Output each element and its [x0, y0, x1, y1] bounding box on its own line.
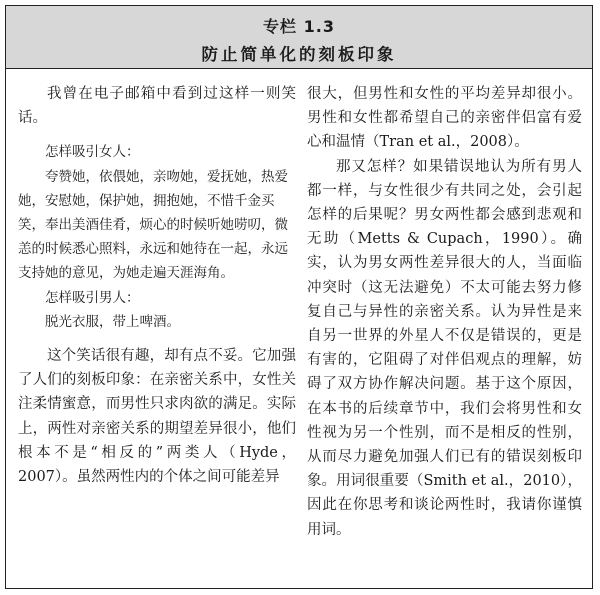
men-text: 脱光衣服，带上啤酒。 [45, 313, 180, 330]
intro-paragraph: 我曾在电子邮箱中看到过这样一则笑话。 [18, 86, 296, 127]
women-text: 夸赞她，依偎她，亲吻她，爱抚她，热爱她，安慰她，保护她，拥抱她，不惜千金买笑，奉出美酒佳肴，烦心的时候听她唠叨，微恙的时候悉心照料，永远和她待在一起，永远支持她的意见，为她走遍天涯海角。 [18, 168, 288, 282]
continued-paragraph: 很大，但男性和女性的平均差异却很小。男性和女性都希望自己的亲密伴侣富有爱心和温情（Tran et al.，2008）。 [307, 86, 582, 151]
body-paragraph: 这个笑话很有趣，却有点不妥。它加强了人们的刻板印象：在亲密关系中，女性关注柔情蜜意，而男性只求肉欲的满足。实际上，两性对亲密关系的期望差异很小，他们根本不是“相反的”两类人（Hyde，2007）。虽然两性内的个体之间可能差异 [18, 348, 296, 486]
right-column [307, 82, 582, 542]
box-label: 专栏 1.3 [263, 17, 335, 36]
box-header [6, 6, 592, 69]
men-heading: 怎样吸引男人： [45, 289, 140, 306]
left-column [18, 82, 296, 489]
box-title: 防止简单化的刻板印象 [201, 45, 397, 64]
women-heading: 怎样吸引女人： [45, 144, 140, 161]
body-paragraph-2: 那又怎样？如果错误地认为所有男人都一样，与女性很少有共同之处，会引起怎样的后果呢？男女两性都会感到悲观和无助（Metts & Cupach，1990）。确实，认为男女两性差异很大的人，当面临冲突时（这无法避免）不太可能去努力修复自己与异性的亲密关系。认为异性是来自另一世界的外星人不仅是错误的，更是有害的，它阻碍了对伴侣观点的理解，妨碍了双方协作解决问题。基于这个原因，在本书的后续章节中，我们会将男性和女性视为另一个性别，而不是相反的性别，从而尽力避免加强人们已有的错误刻板印象。用词很重要（Smith et al.，2010），因此在你思考和谈论两性时，我请你谨慎用词。 [307, 158, 582, 538]
